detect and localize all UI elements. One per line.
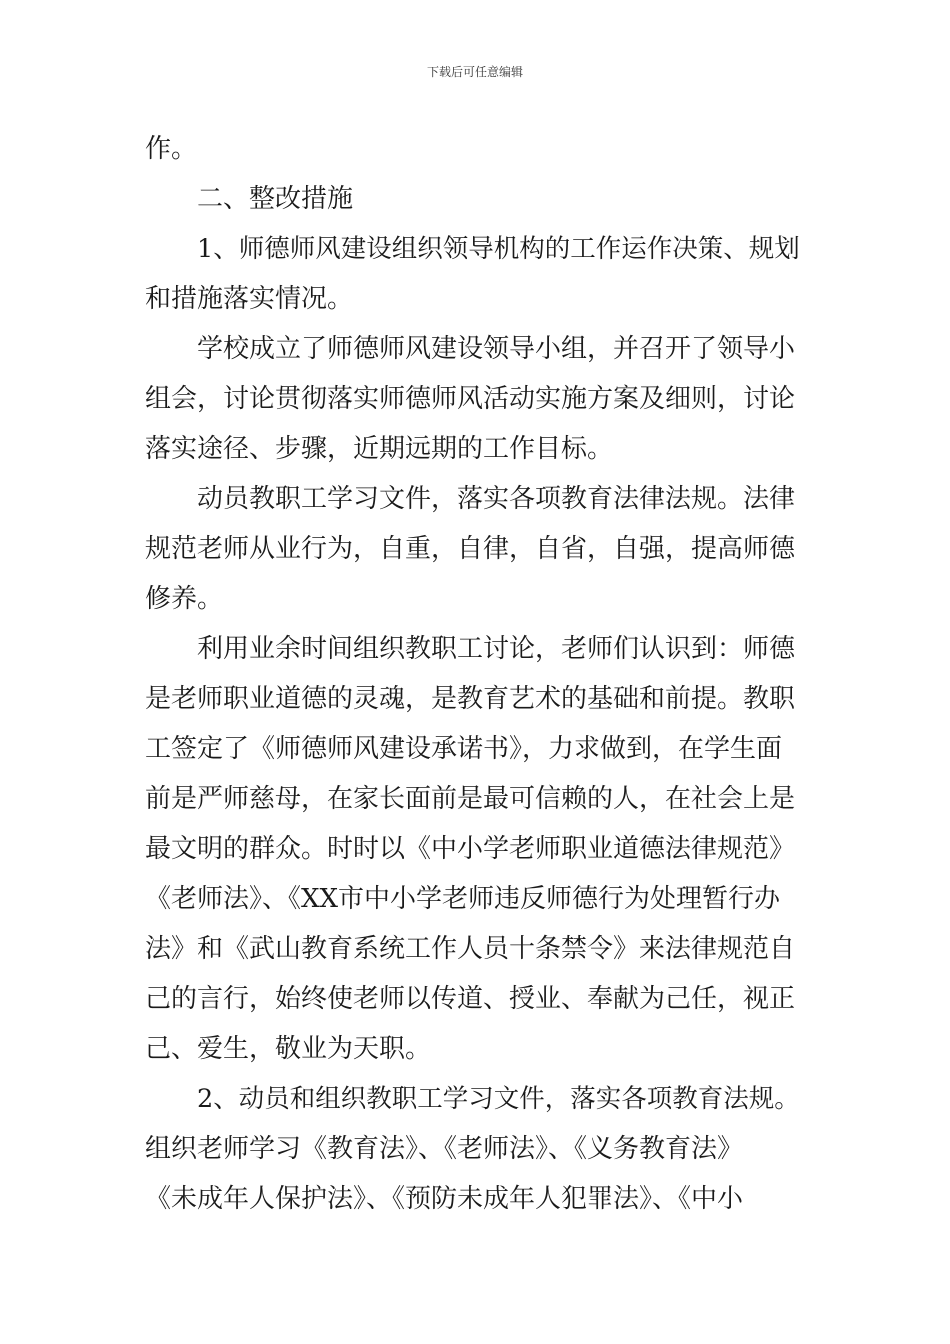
body-line: 作。 (145, 134, 198, 164)
body-line: 《老师法》、《XX市中小学老师违反师德行为处理暂行办 (145, 884, 781, 914)
body-line: 是老师职业道德的灵魂，是教育艺术的基础和前提。教职 (145, 684, 796, 714)
body-line: 落实途径、步骤，近期远期的工作目标。 (145, 434, 614, 464)
body-line: 法》和《武山教育系统工作人员十条禁令》来法律规范自 (145, 934, 796, 964)
body-line: 己的言行，始终使老师以传道、授业、奉献为己任，视正 (145, 984, 796, 1014)
body-line: 1、师德师风建设组织领导机构的工作运作决策、规划 (197, 234, 800, 264)
body-line: 修养。 (145, 584, 224, 614)
body-line: 组会，讨论贯彻落实师德师风活动实施方案及细则，讨论 (145, 384, 796, 414)
body-line: 动员教职工学习文件，落实各项教育法律法规。法律 (197, 484, 796, 514)
body-line: 《未成年人保护法》、《预防未成年人犯罪法》、《中小 (145, 1184, 744, 1214)
body-line: 工签定了《师德师风建设承诺书》，力求做到，在学生面 (145, 734, 783, 764)
body-line: 前是严师慈母，在家长面前是最可信赖的人，在社会上是 (145, 784, 796, 814)
body-line: 和措施落实情况。 (145, 284, 354, 314)
body-line: 组织老师学习《教育法》、《老师法》、《义务教育法》 (145, 1134, 744, 1164)
body-line: 最文明的群众。时时以《中小学老师职业道德法律规范》 (145, 834, 796, 864)
document-body (145, 124, 807, 1224)
body-line: 学校成立了师德师风建设领导小组，并召开了领导小 (197, 334, 796, 364)
page-header-note: 下载后可任意编辑 (426, 65, 523, 79)
section-heading: 二、整改措施 (197, 184, 354, 214)
body-line: 利用业余时间组织教职工讨论，老师们认识到：师德 (197, 634, 796, 664)
body-line: 己、爱生，敬业为天职。 (145, 1034, 432, 1064)
body-line: 2、动员和组织教职工学习文件，落实各项教育法规。 (197, 1084, 800, 1114)
body-line: 规范老师从业行为，自重，自律，自省，自强，提高师德 (145, 534, 796, 564)
